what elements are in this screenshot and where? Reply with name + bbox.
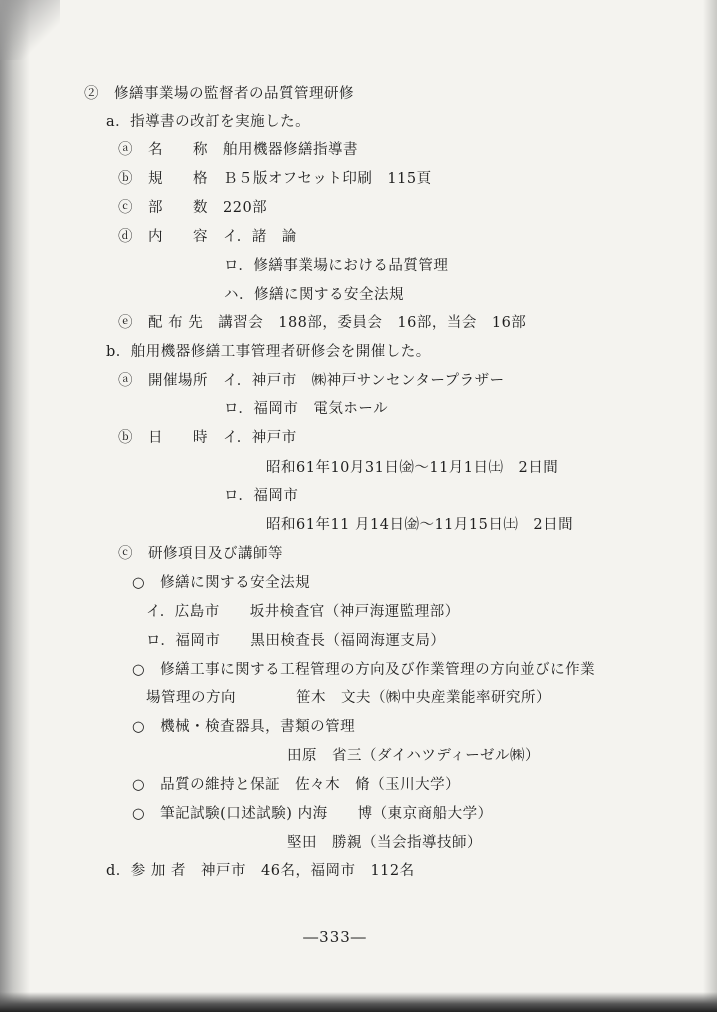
topic-exam: ○ 筆記試験(口述試験) 内海 博（東京商船大学） bbox=[132, 806, 493, 822]
item-b-venue-ro: ロ．福岡市 電気ホール bbox=[224, 401, 389, 417]
item-a-spec: ⓑ 規 格 Ｂ５版オフセット印刷 115頁 bbox=[118, 171, 432, 187]
topic-process-mgmt: ○ 修繕工事に関する工程管理の方向及び作業管理の方向並びに作業 bbox=[132, 662, 596, 678]
lecturer-fukuoka: ロ．福岡市 黒田検査長（福岡海運支局） bbox=[146, 633, 446, 649]
lecturer-tahara: 田原 省三（ダイハツディーゼル㈱） bbox=[287, 748, 540, 764]
lecturer-katata: 堅田 勝親（当会指導技師） bbox=[287, 835, 482, 851]
item-b-date-fukuoka: 昭和61年11 月14日㈮～11月15日㈯ 2日間 bbox=[266, 517, 574, 533]
item-a-contents-ro: ロ．修繕事業場における品質管理 bbox=[224, 258, 449, 274]
scan-corner-shadow bbox=[0, 0, 60, 60]
item-a-copies: ⓒ 部 数 220部 bbox=[118, 200, 268, 216]
item-b-date-kobe: 昭和61年10月31日㈮～11月1日㈯ 2日間 bbox=[266, 460, 559, 476]
page-number: ―333― bbox=[303, 928, 367, 946]
topic-equipment: ○ 機械・検査器具，書類の管理 bbox=[132, 719, 356, 735]
topic-safety-law: ○ 修繕に関する安全法規 bbox=[132, 575, 311, 591]
item-d-participants: d．参 加 者 神戸市 46名，福岡市 112名 bbox=[106, 863, 415, 879]
scan-bottom-shadow bbox=[0, 992, 717, 1012]
section-heading: ② 修繕事業場の監督者の品質管理研修 bbox=[84, 86, 354, 102]
item-b-date-ro: ロ．福岡市 bbox=[224, 488, 299, 504]
item-a-contents-ha: ハ．修繕に関する安全法規 bbox=[224, 287, 404, 303]
scan-right-shadow bbox=[703, 0, 717, 1012]
lecturer-hiroshima: イ．広島市 坂井検査官（神戸海運監理部） bbox=[146, 604, 460, 620]
scan-left-shadow bbox=[0, 0, 30, 1012]
topic-quality: ○ 品質の維持と保証 佐々木 脩（玉川大学） bbox=[132, 777, 461, 793]
item-b-date: ⓑ 日 時 イ．神戸市 bbox=[118, 430, 297, 446]
item-b-venue: ⓐ 開催場所 イ．神戸市 ㈱神戸サンセンタープラザー bbox=[118, 373, 505, 389]
item-a-name: ⓐ 名 称 舶用機器修繕指導書 bbox=[118, 142, 358, 158]
item-b-topics: ⓒ 研修項目及び講師等 bbox=[118, 546, 283, 562]
item-a-contents: ⓓ 内 容 イ．諸 論 bbox=[118, 229, 297, 245]
item-a-distribution: ⓔ 配 布 先 講習会 188部，委員会 16部，当会 16部 bbox=[118, 315, 527, 331]
item-b-heading: b．舶用機器修繕工事管理者研修会を開催した。 bbox=[106, 344, 431, 360]
item-a-heading: a．指導書の改訂を実施した。 bbox=[106, 114, 311, 130]
topic-process-mgmt-2: 場管理の方向 笹木 文夫（㈱中央産業能率研究所） bbox=[146, 690, 551, 706]
